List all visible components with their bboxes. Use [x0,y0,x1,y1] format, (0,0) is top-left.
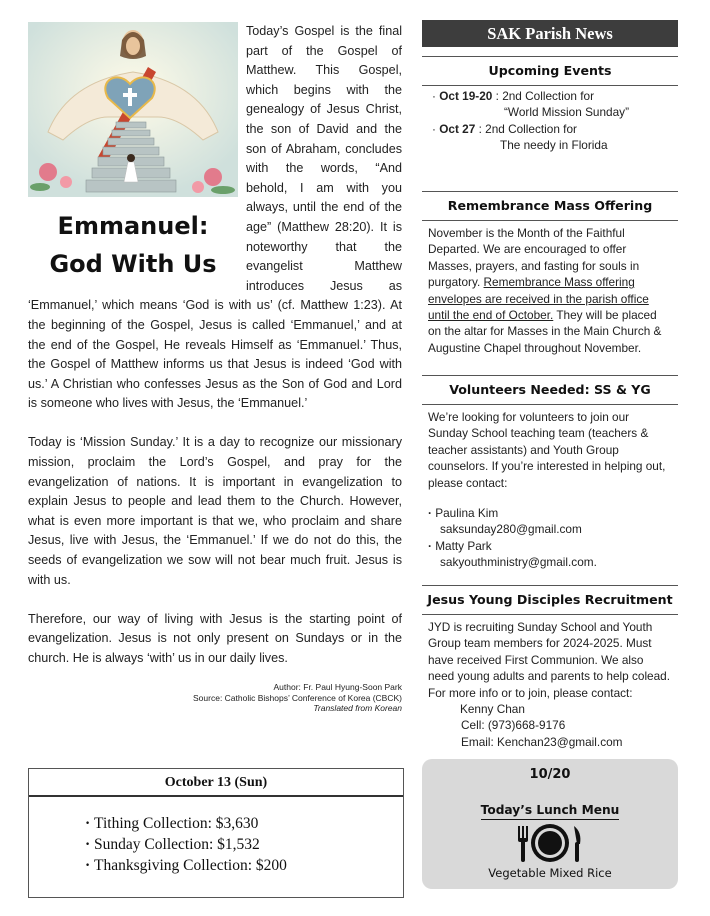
contact-name: Paulina Kim [435,506,499,521]
article-paragraph-1: Today’s Gospel is the final part of the Gospel of Matthew. This Gospel, which begins with the genealogy of Jesus Christ, the son of David and the son of Abraham, concludes with the words, “And behold, I am with you always, until the end of the age” (Matthew 28:20). It is noteworthy that the evangelist Matthew introduces Jesus as ‘Emmanuel,’ which means ‘God is with us’ (cf. Matthew 1:23). At the beginning of the Gospel, Jesus is called ‘Emmanuel,’ and at the end of the Gospel, He reveals Himself as ‘Emmanuel.’ Thus, the Gospel of Matthew informs us that Jesus is indeed ‘God with us.’ A Christian who confesses Jesus as the Son of God and Lord is someone who lives with Jesus, the ‘Emmanuel.’ [28,24,402,411]
remembrance-body [422,221,678,375]
event-separator: : [475,121,486,136]
article [28,22,402,714]
jesus-illustration [28,22,238,197]
article-title [28,197,238,287]
article-paragraph-2: Today is ‘Mission Sunday.’ It is a day to recognize our missionary mission, proclaim the Lord’s Gospel, and pray for the evangelization of nations. It is important in evangelization to explain Jesus to people and lead them to the Church. However, what is even more important is that we, who proclaim and share Jesus, live with Jesus, the ‘Emmanuel.’ If we do not do this, the seeds of evangelization we sow will not bear much fruit. Jesus is with us. [28,435,402,587]
volunteer-contacts [428,505,672,571]
contact-email[interactable]: saksunday280@gmail.com [440,522,582,537]
contact-name: Matty Park [435,538,492,553]
event-line-1: 2nd Collection for [485,121,577,136]
event-line-2: “World Mission Sunday” [504,105,630,120]
article-credits [28,682,402,714]
events-heading: Upcoming Events [422,56,678,86]
news-banner: SAK Parish News [422,20,678,47]
title-line-1: Emmanuel: [57,212,209,240]
jyd-contact-cell: Cell: (973)668-9176 [461,718,566,733]
lunch-date: 10/20 [529,767,571,782]
event-item: · Oct 19-20 : 2nd Collection for “World Mission Sunday” [432,88,672,121]
translation-note: Translated from Korean [313,703,402,714]
event-date: Oct 19-20 [439,89,493,103]
parish-news [422,20,678,750]
list-item: · Thanksgiving Collection: $200 [85,855,403,876]
list-item [428,538,672,571]
remembrance-text: November is the Month of the Faithful Departed. We are encouraged to offer Masses, prayers, and fasting for souls in purgatory. [428,226,640,290]
volunteers-body [422,405,678,585]
jyd-body [422,615,678,750]
jyd-contact-email[interactable]: Email: Kenchan23@gmail.com [461,734,623,749]
lunch-menu-card [422,759,678,889]
offering-list [29,797,403,876]
offering-box [28,768,404,898]
lunch-menu-heading: Today’s Lunch Menu [481,803,620,820]
jyd-contact-name: Kenny Chan [460,702,525,717]
event-separator: : [492,89,503,103]
title-line-2: God With Us [49,250,217,278]
plate-fork-knife-icon [510,822,590,864]
source-line: Source: Catholic Bishops’ Conference of Korea (CBCK) [193,692,402,703]
event-line-1: 2nd Collection for [502,89,594,103]
remembrance-heading: Remembrance Mass Offering [422,191,678,221]
author-line: Author: Fr. Paul Hyung-Soon Park [273,682,402,693]
remembrance-underlined-text: Remembrance Mass offering envelopes are received in the parish office until the end of October. [428,275,649,323]
lunch-menu-item: Vegetable Mixed Rice [488,866,612,880]
offering-heading: October 13 (Sun) [29,769,403,797]
volunteers-text: We’re looking for volunteers to join our Sunday School teaching team (teachers & teacher assistants) and Youth Group counselors. If you’re interested in helping out, please contact: [428,410,666,490]
contact-email[interactable]: sakyouthministry@gmail.com. [440,555,597,570]
jyd-text: JYD is recruiting Sunday School and Youth Group team members for 2024-2025. Must have received First Communion. We also need young adults and parents to help colead. For more info or to join, please contact: [428,620,671,700]
list-item: · Sunday Collection: $1,532 [85,834,403,855]
article-paragraph-3: Therefore, our way of living with Jesus is the starting point of evangelization. Jesus is not only present on Sundays or in the church. He is always ‘with’ us in our daily lives. [28,611,402,665]
event-line-2: The needy in Florida [500,138,608,153]
event-item: · Oct 27 : 2nd Collection for The needy in Florida [432,121,672,154]
events-body [422,86,678,191]
jesus-heart-stairway-image [28,22,238,197]
remembrance-text-end: They will be placed on the altar for Masses in the Main Church & Augustine Chapel throughout November. [428,308,662,355]
volunteers-heading: Volunteers Needed: SS & YG [422,375,678,405]
jyd-heading: Jesus Young Disciples Recruitment [422,585,678,615]
list-item [428,505,672,538]
list-item: · Tithing Collection: $3,630 [85,813,403,834]
event-date: Oct 27 [439,121,476,136]
